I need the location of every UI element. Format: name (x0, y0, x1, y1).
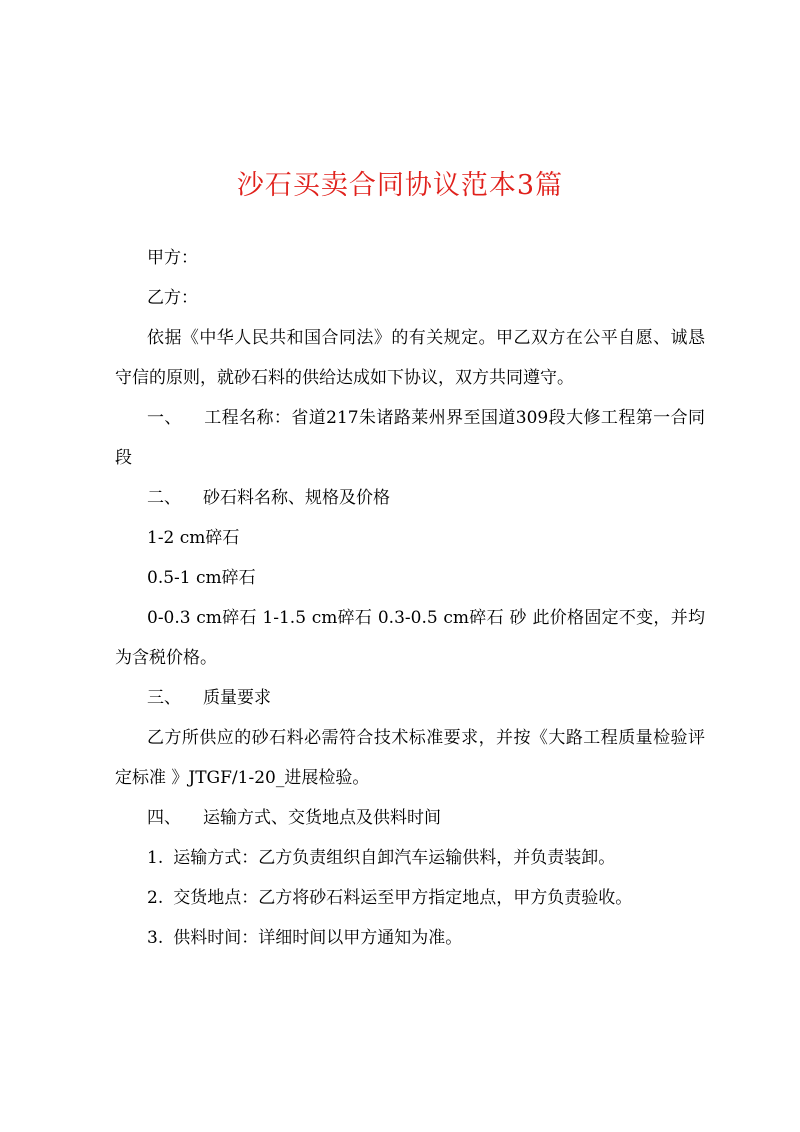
party-b-line (115, 278, 705, 318)
spec-line-3 (115, 598, 705, 678)
quality-text: 乙方所供应的砂石料必需符合技术标准要求，并按《大路工程质量检验评定标准 》JTGF/1-20_进展检验。 (115, 728, 705, 788)
section-three-number: 三、 (147, 688, 181, 708)
party-a-line (115, 238, 705, 278)
party-b-label: 乙方： (147, 288, 198, 308)
section-four-text: 运输方式、交货地点及供料时间 (203, 808, 441, 828)
item-1-text: 运输方式：乙方负责组织自卸汽车运输供料，并负责装卸。 (173, 848, 616, 868)
section-two (115, 478, 705, 518)
party-a-label: 甲方： (147, 248, 198, 268)
item-2-number: 2. (147, 888, 164, 908)
quality-paragraph (115, 718, 705, 798)
item-3-number: 3. (147, 928, 164, 948)
item-1 (115, 838, 705, 878)
item-2 (115, 878, 705, 918)
item-3 (115, 918, 705, 958)
spec-line-1-text: 1-2 cm碎石 (147, 528, 240, 548)
item-2-text: 交货地点：乙方将砂石料运至甲方指定地点，甲方负责验收。 (173, 888, 633, 908)
section-one-text: 工程名称：省道217朱诸路莱州界至国道309段大修工程第一合同段 (115, 408, 705, 468)
spec-line-3-text: 0-0.3 cm碎石 1-1.5 cm碎石 0.3-0.5 cm碎石 砂 此价格固定不变，并均为含税价格。 (115, 608, 705, 668)
document-body (115, 238, 705, 958)
intro-paragraph (115, 318, 705, 398)
section-four-number: 四、 (147, 808, 181, 828)
section-one-number: 一、 (147, 408, 182, 428)
spec-line-2 (115, 558, 705, 598)
section-four (115, 798, 705, 838)
section-two-number: 二、 (147, 488, 181, 508)
document-title: 沙石买卖合同协议范本3篇 (236, 170, 564, 201)
section-one (115, 398, 705, 478)
section-three-text: 质量要求 (203, 688, 271, 708)
section-three (115, 678, 705, 718)
spec-line-1 (115, 518, 705, 558)
item-3-text: 供料时间：详细时间以甲方通知为准。 (173, 928, 463, 948)
spec-line-2-text: 0.5-1 cm碎石 (147, 568, 256, 588)
intro-text: 依据《中华人民共和国合同法》的有关规定。甲乙双方在公平自愿、诚恳守信的原则，就砂石料的供给达成如下协议，双方共同遵守。 (115, 328, 705, 388)
item-1-number: 1. (147, 848, 164, 868)
section-two-text: 砂石料名称、规格及价格 (203, 488, 390, 508)
